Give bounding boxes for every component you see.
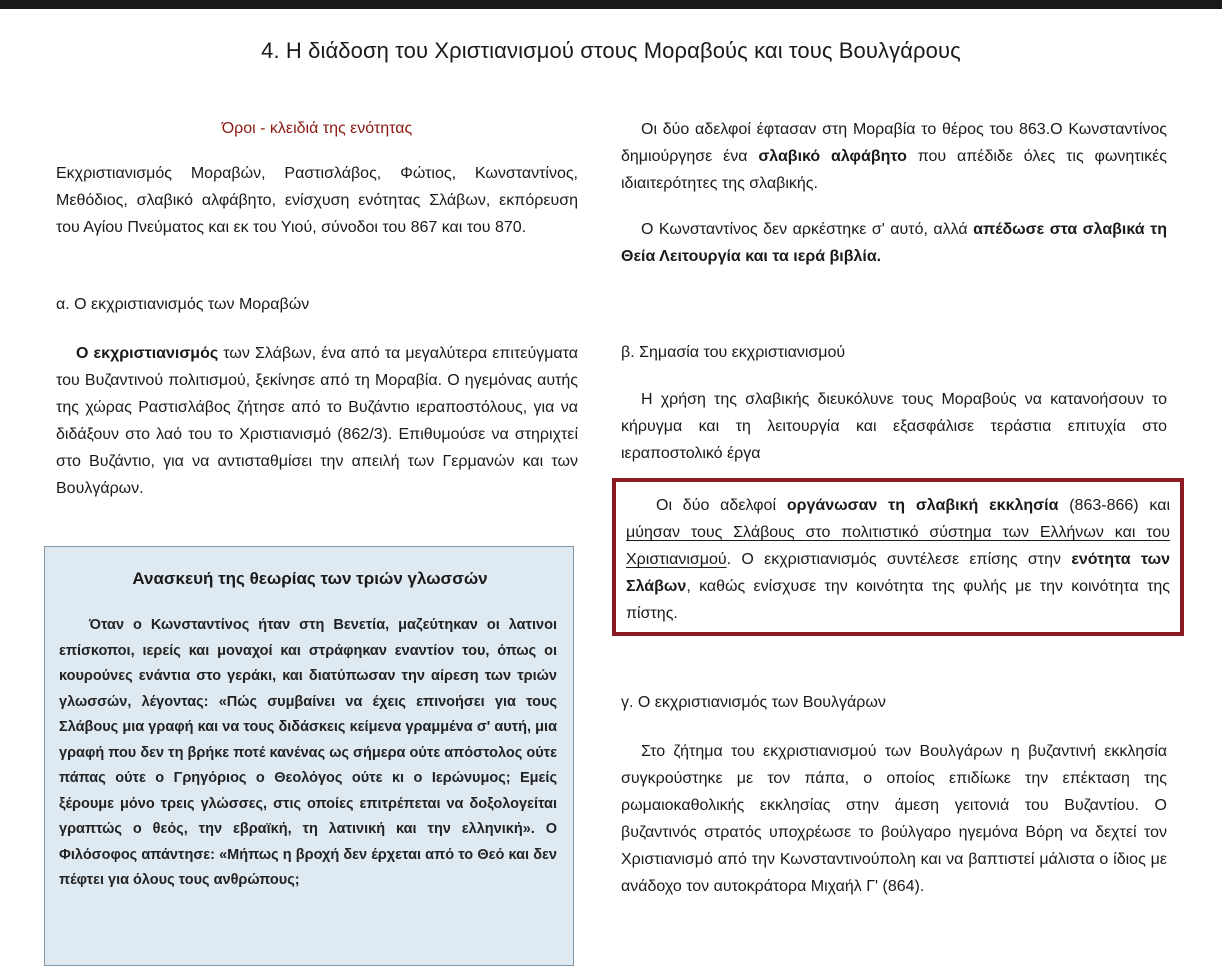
highlight-bold-1: οργάνωσαν τη σλαβική εκκλησία	[786, 497, 1059, 514]
section-a-heading: α. Ο εκχριστιανισμός των Μοραβών	[56, 296, 310, 313]
page-title: 4. Η διάδοση του Χριστιανισμού στους Μοραβούς και τους Βουλγάρους	[261, 38, 961, 63]
inset-title: Ανασκευή της θεωρίας των τριών γλωσσών	[132, 569, 488, 588]
highlight-paragraph	[626, 492, 1170, 627]
right-paragraph-1	[621, 116, 1167, 197]
para1-bold-term: σλαβικό αλφάβητο	[758, 148, 907, 165]
inset-text: Όταν ο Κωνσταντίνος ήταν στη Βενετία, μαζεύτηκαν οι λατινοι επίσκοποι, ιερείς και μοναχοί και στράφηκαν εναντίον του, όπως οι κουρούνες ενάντια στο γεράκι, και διατύπωσαν την αίρεση των τριών γλωσσών, λέγοντας: «Πώς συμβαίνει να έχεις επινοήσει για τους Σλάβους μια γραφή και να τους διδάσκεις κείμενα γραμμένα σ' αυτή, μια γραφή που δεν τη βρήκε ποτέ κανένας ως σήμερα ούτε απόστολος ούτε πάπας ούτε ο Γρηγόριος ο Θεολόγος ούτε κι ο Ιερώνυμος; Εμείς ξέρουμε μόνο τρεις γλώσσες, στις οποίες επιτρέπεται να δοξολογείται γραπτώς ο θεός, την εβραϊκή, τη λατινική και την ελληνική». Ο Φιλόσοφος απάντησε: «Μήπως η βροχή δεν έρχεται από το Θεό και δεν πέφτει για όλους τους ανθρώπους;	[59, 617, 557, 888]
section-a-body: των Σλάβων, ένα από τα μεγαλύτερα επιτεύγματα του Βυζαντινού πολιτισμού, ξεκίνησε από τη Μοραβία. Ο ηγεμόνας αυτής της χώρας Ραστισλάβος ζήτησε από το Βυζάντιο ιεραποστόλους, για να διδάξουν στο λαό του το Χριστιανισμό (862/3). Επιθυμούσε να στηριχτεί στο Βυζάντιο, για να αντισταθμίσει την απειλή των Γερμανών και των Βουλγάρων.	[56, 345, 579, 497]
section-b-heading: β. Σημασία του εκχριστιανισμού	[621, 344, 846, 361]
right-paragraph-2	[621, 216, 1167, 270]
highlight-underlined-text: μύησαν τους Σλάβους στο πολιτιστικό σύστημα των Ελλήνων και του Χριστιανισμού	[626, 524, 1170, 568]
top-border-rule	[0, 0, 1222, 9]
highlight-bold-2: ενότητα των Σλάβων	[626, 551, 1170, 595]
right-paragraph-3: Η χρήση της σλαβικής διευκόλυνε τους Μοραβούς να κατανοήσουν το κήρυγμα και τη λειτουργία και εξασφάλισε τεράστια επιτυχία στο ιεραποστολικό έργα	[621, 391, 1167, 462]
section-c-heading: γ. Ο εκχριστιανισμός των Βουλγάρων	[621, 694, 886, 711]
section-a-paragraph	[56, 340, 578, 502]
para1-text-a: Οι δύο αδελφοί έφτασαν στη Μοραβία το θέρος του 863.Ο Κωνσταντίνος δημιούργησε ένα	[621, 121, 1167, 165]
right-paragraph-4: Στο ζήτημα του εκχριστιανισμού των Βουλγάρων η βυζαντινή εκκλησία συγκρούστηκε με τον πάπα, ο οποίος επιδίωκε την επέκταση της ρωμαιοκαθολικής εκκλησίας στην άμεση γειτονιά του Βυζαντίου. Ο βυζαντινός στρατός υποχρέωσε το βούλγαρο ηγεμόνα Βόρη να δεχτεί τον Χριστιανισμό από την Κωνσταντινούπολη και να βαπτιστεί μάλιστα ο ίδιος με ανάδοχο τον αυτοκράτορα Μιχαήλ Γ' (864).	[621, 743, 1167, 895]
highlight-text-1: Οι δύο αδελφοί	[656, 497, 787, 514]
highlight-box	[612, 478, 1184, 636]
highlight-text-7: , καθώς ενίσχυσε την κοινότητα της φυλής με την κοινότητα της πίστης.	[626, 578, 1170, 622]
key-terms-heading: Όροι - κλειδιά της ενότητας	[221, 120, 413, 137]
para1-text-c: που απέδιδε όλες τις φωνητικές ιδιαιτερότητες της σλαβικής.	[621, 148, 1167, 192]
section-a-bold-term: Ο εκχριστιανισμός	[76, 345, 219, 362]
highlight-text-5: . Ο εκχριστιανισμός συντέλεσε επίσης στην	[726, 551, 1072, 568]
highlight-text-3: (863-866) και	[1058, 497, 1171, 514]
para2-bold-text: απέδωσε στα σλαβικά τη Θεία Λειτουργία και τα ιερά βιβλία.	[621, 221, 1167, 265]
three-languages-inset-box	[44, 546, 574, 966]
para2-text-a: Ο Κωνσταντίνος δεν αρκέστηκε σ' αυτό, αλλά	[641, 221, 974, 238]
key-terms-text: Εκχριστιανισμός Μοραβών, Ραστισλάβος, Φώτιος, Κωνσταντίνος, Μεθόδιος, σλαβικό αλφάβητο, ενίσχυση ενότητας Σλάβων, εκπόρευση του Αγίου Πνεύματος και εκ του Υιού, σύνοδοι του 867 και του 870.	[56, 165, 578, 236]
